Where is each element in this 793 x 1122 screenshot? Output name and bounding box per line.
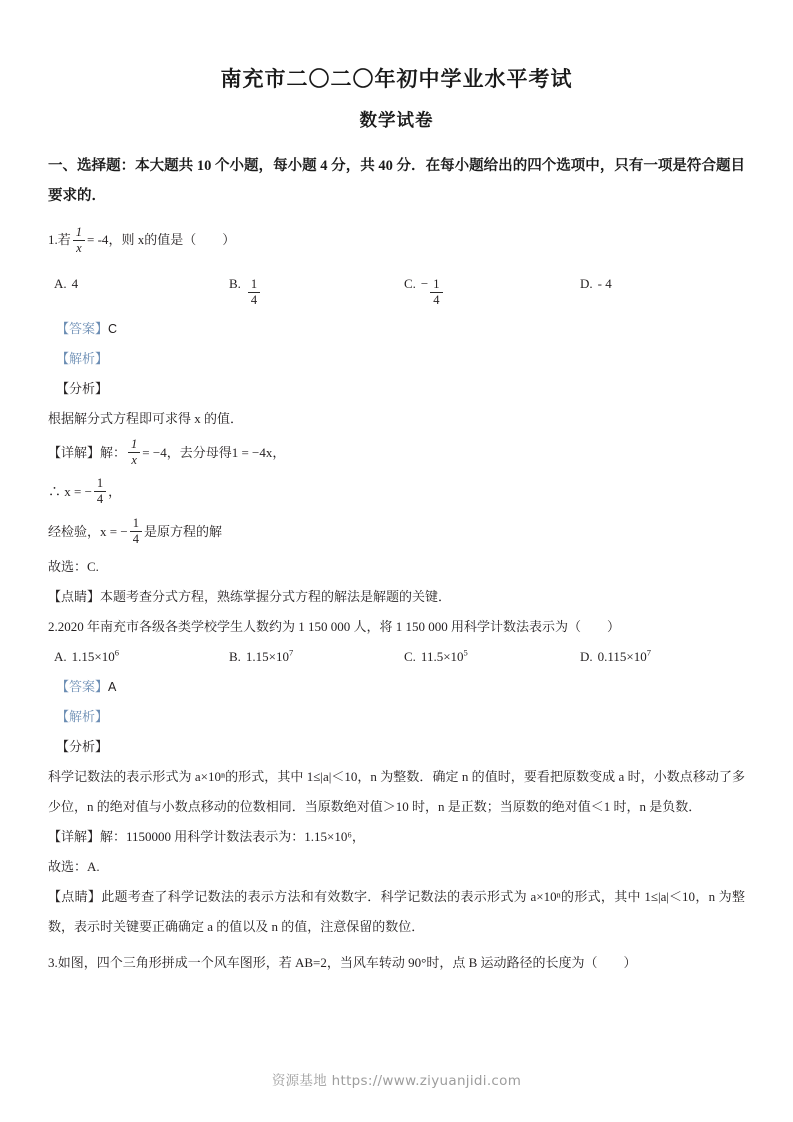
detail-2-tail: ， — [108, 483, 122, 499]
detail-1-mid: ，去分母得 — [166, 444, 232, 460]
question-1-detail-line-2 — [48, 472, 745, 512]
choose-value-1: C. — [87, 558, 99, 574]
question-2-stem — [48, 612, 745, 642]
option-2-d-value: $0.115\times 10^7$ — [597, 647, 652, 664]
option-2-c-exponent: 5 — [463, 647, 468, 658]
question-1-analysis-label — [48, 374, 745, 404]
option-2-c[interactable] — [404, 642, 580, 672]
option-1-d[interactable] — [580, 265, 740, 303]
choose-label-1: 故选： — [48, 558, 88, 574]
question-1-stem — [48, 221, 745, 259]
question-1-highlight-line — [48, 582, 745, 612]
question-1-bracket: （ ） — [183, 232, 236, 248]
question-3-stem — [48, 948, 745, 978]
option-2-d[interactable] — [580, 642, 740, 672]
option-1-a-label: A. — [54, 276, 67, 292]
option-1-c-fraction: $\frac{1}{4}$ — [430, 278, 442, 307]
question-2-highlight-line — [48, 882, 745, 942]
option-2-b-value: $1.15\times 10^7$ — [245, 647, 294, 664]
solve-label-1: 解： — [100, 444, 127, 460]
detail-1-tail: ， — [272, 444, 286, 460]
option-2-a-label: A. — [54, 648, 67, 664]
question-1-options — [48, 265, 745, 307]
detail-3-eq: x = − — [100, 523, 128, 539]
question-3-stem-text: 如图，四个三角形拼成一个风车图形，若 AB=2，当风车转动 90°时，点 B 运动路径的长度为（ ） — [57, 954, 637, 970]
option-2-b-exponent: 7 — [289, 647, 294, 658]
option-1-c[interactable] — [404, 265, 580, 307]
detail-3-tail: 是原方程的解 — [143, 523, 222, 539]
analysis-label-2: 【分析】 — [56, 738, 109, 754]
detail-2-prefix: ∴ x = − — [48, 483, 92, 499]
question-2-options — [48, 642, 745, 672]
option-1-d-value: - 4 — [597, 276, 612, 292]
question-2-choose-line — [48, 852, 745, 882]
question-1-detail-line-3 — [48, 512, 745, 552]
option-2-a[interactable] — [48, 642, 229, 672]
highlight-label-1: 【点睛】 — [48, 588, 101, 604]
option-2-a-exponent: 6 — [114, 647, 119, 658]
question-2-analysis-label — [48, 732, 745, 762]
option-2-d-exponent: 7 — [646, 647, 652, 658]
detail-1-fraction: $\frac{1}{x}$ — [128, 438, 140, 467]
question-2-analysis-head — [48, 702, 745, 732]
question-1-analysis-text: 根据解分式方程即可求得 x 的值． — [48, 410, 244, 426]
option-1-a[interactable] — [48, 265, 229, 303]
question-1-analysis-head — [48, 344, 745, 374]
highlight-text-2: 此题考查了科学记数法的表示方法和有效数字．科学记数法的表示形式为 a×10ⁿ的形式，其中 1≤|a|＜10，n 为整数，表示时关键要正确确定 a 的值以及 n 的值，注意保留的数位． — [48, 888, 745, 934]
option-1-c-sign: − — [420, 276, 429, 292]
page-subtitle: 数学试卷 — [359, 110, 434, 131]
question-1-stem-prefix: 若 — [57, 232, 71, 248]
section-heading: 一、选择题：本大题共 10 个小题，每小题 4 分，共 40 分．在每小题给出的四个选项中，只有一项是符合题目要求的． — [48, 158, 745, 205]
question-2-number: 2. — [48, 618, 58, 634]
detail-text-2: 1150000 用科学计数法表示为：1.15×10⁶， — [126, 828, 365, 844]
question-1-fraction: $\frac{1}{x}$ — [73, 226, 85, 255]
highlight-text-1: 本题考查分式方程，熟练掌握分式方程的解法是解题的关键． — [100, 588, 452, 604]
option-1-b[interactable] — [229, 265, 404, 307]
option-1-a-value: 4 — [71, 276, 79, 292]
option-1-c-label: C. — [404, 276, 416, 292]
detail-3-prefix: 经检验， — [48, 523, 101, 539]
question-1-detail-line-1: 【详解】解： $\frac{1}{x}$ = −4，去分母得1 = −4x， — [48, 437, 286, 468]
option-2-b-label: B. — [229, 648, 241, 664]
answer-value-1: C — [108, 321, 118, 336]
question-3-number: 3. — [48, 954, 58, 970]
option-2-c-value: $11.5\times 10^5$ — [420, 647, 468, 664]
analysis-head-label-2: 【解析】 — [56, 708, 109, 724]
option-2-d-label: D. — [580, 648, 593, 664]
solve-label-2: 解： — [100, 828, 127, 844]
answer-label-1: 【答案】 — [56, 320, 109, 336]
question-2-detail-line — [48, 822, 745, 852]
highlight-label-2: 【点睛】 — [48, 888, 102, 904]
detail-label-1: 【详解】 — [48, 444, 101, 460]
question-2-answer-line — [48, 672, 745, 702]
choose-label-2: 故选： — [48, 858, 88, 874]
question-1-stem-suffix: ，则 x的值是 — [108, 232, 184, 248]
detail-label-2: 【详解】 — [48, 828, 101, 844]
choose-value-2: A. — [87, 858, 100, 874]
analysis-label-1: 【分析】 — [56, 380, 109, 396]
detail-3-fraction: $\frac{1}{4}$ — [130, 517, 142, 546]
detail-2-fraction: $\frac{1}{4}$ — [94, 477, 106, 506]
option-2-c-label: C. — [404, 648, 416, 664]
answer-label-2: 【答案】 — [56, 678, 109, 694]
detail-1-eq: 1 = −4x — [231, 444, 273, 460]
option-2-a-value: $1.15\times 10^6$ — [71, 647, 119, 664]
page-title: 南充市二〇二〇年初中学业水平考试 — [220, 67, 573, 91]
question-1-equals: = -4 — [87, 232, 109, 248]
option-2-b[interactable] — [229, 642, 404, 672]
option-1-d-label: D. — [580, 276, 593, 292]
question-2-analysis-text: 科学记数法的表示形式为 a×10ⁿ的形式，其中 1≤|a|＜10，n 为整数．确定 n 的值时，要看把原数变成 a 时，小数点移动了多少位，n 的绝对值与小数点移动的位数相同．当原数绝对值＞10 时，n 是正数；当原数的绝对值＜1 时，n 是负数． — [48, 768, 745, 814]
analysis-head-label-1: 【解析】 — [56, 350, 109, 366]
option-1-b-label: B. — [229, 276, 241, 292]
watermark: 资源基地 https://www.ziyuanjidi.com — [271, 1073, 522, 1089]
question-1-number: 1. — [48, 232, 58, 248]
answer-value-2: A — [108, 679, 117, 694]
option-1-b-fraction: $\frac{1}{4}$ — [248, 278, 260, 307]
question-1-choose-line — [48, 552, 745, 582]
question-1-answer-line — [48, 314, 745, 344]
question-2-stem-text: 2020 年南充市各级各类学校学生人数约为 1 150 000 人，将 1 150 000 用科学计数法表示为（ ） — [57, 618, 621, 634]
